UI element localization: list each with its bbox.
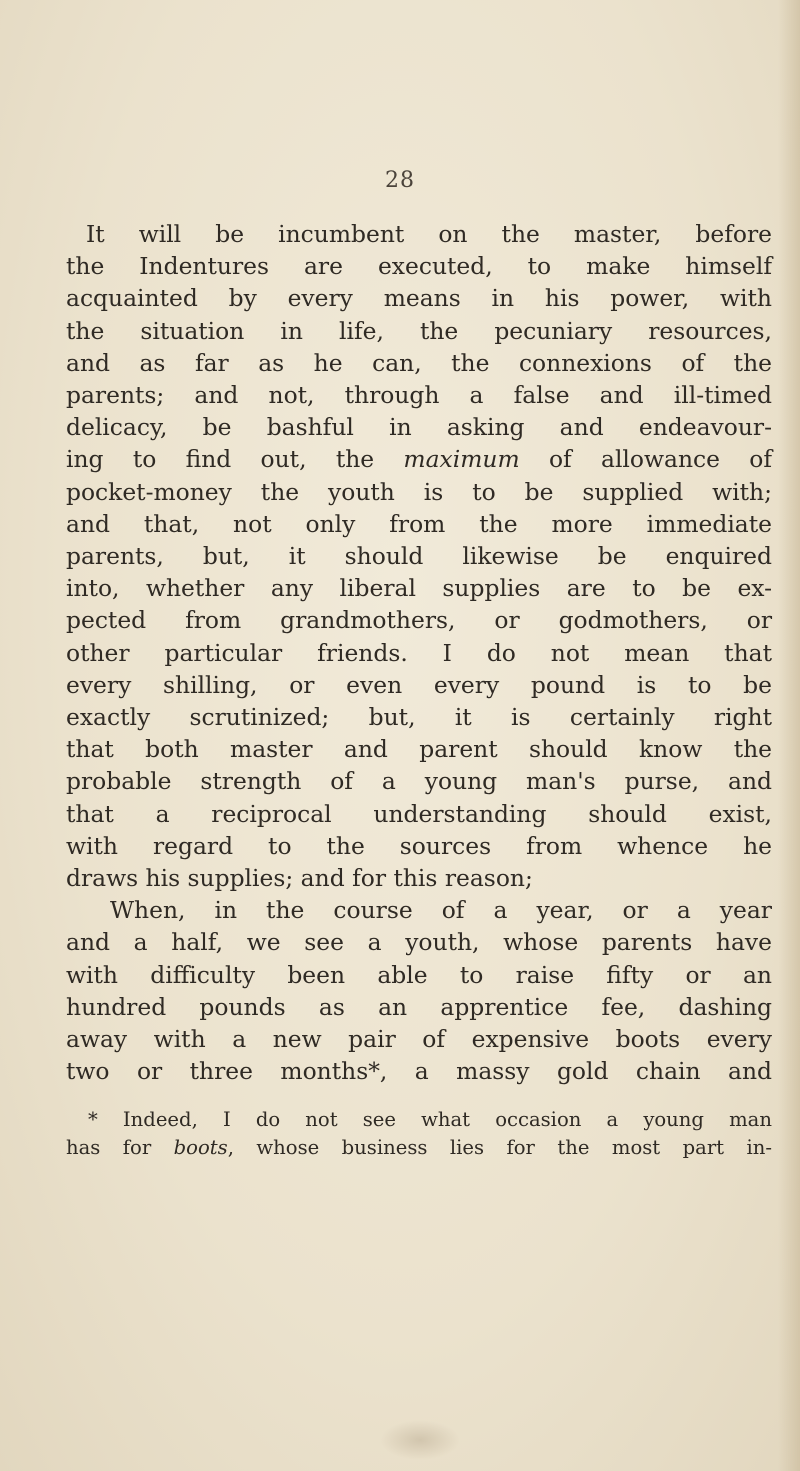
text-line: hundred pounds as an apprentice fee, dashing [66, 992, 772, 1021]
text-line: It will be incumbent on the master, before [86, 220, 772, 248]
footnote-line: has for boots, whose business lies for the most part in- [66, 1136, 772, 1159]
text-line: two or three months*, a massy gold chain and [66, 1057, 772, 1086]
text-line: pocket-money the youth is to be supplied with; [66, 477, 772, 506]
text-line: parents; and not, through a false and ill-timed [66, 381, 772, 410]
text-line: and that, not only from the more immediate [66, 509, 772, 538]
text-line: the situation in life, the pecuniary resources, [66, 316, 772, 345]
page-number: 28 [385, 168, 415, 193]
body-text [66, 218, 772, 1087]
text-line: with regard to the sources from whence he [66, 831, 772, 860]
footnote [66, 1106, 772, 1162]
italic-word: boots [173, 1136, 228, 1159]
text-line: every shilling, or even every pound is to be [66, 670, 772, 699]
text-line [66, 443, 772, 475]
text-line: When, in the course of a year, or a year [110, 896, 772, 925]
text-line: and as far as he can, the connexions of the [66, 348, 772, 377]
text-line: that a reciprocal understanding should exist, [66, 799, 772, 828]
text-line: the Indentures are executed, to make himself [66, 252, 772, 281]
text-line: delicacy, be bashful in asking and endeavour- [66, 413, 772, 442]
text-line: exactly scrutinized; but, it is certainly right [66, 703, 772, 732]
paper-smudge [380, 1420, 460, 1460]
text-line: parents, but, it should likewise be enquired [66, 542, 772, 571]
text-line: draws his supplies; and for this reason; [66, 864, 533, 893]
text-line: probable strength of a young man's purse, and [66, 767, 772, 796]
footnote-line: * Indeed, I do not see what occasion a young man [88, 1108, 772, 1131]
text-line: and a half, we see a youth, whose parents have [66, 928, 772, 957]
text-line: other particular friends. I do not mean that [66, 638, 772, 667]
text-segment: ing to find out, the maximum of allowance of [66, 445, 772, 474]
italic-word: maximum [403, 445, 520, 474]
text-line: into, whether any liberal supplies are to be ex- [66, 574, 772, 603]
text-line: acquainted by every means in his power, with [66, 284, 772, 313]
text-line: pected from grandmothers, or godmothers, or [66, 606, 772, 635]
page-edge-shadow [778, 0, 800, 1471]
text-line: with difficulty been able to raise fifty or an [66, 960, 772, 989]
text-line: that both master and parent should know the [66, 735, 772, 764]
text-line: away with a new pair of expensive boots every [66, 1025, 772, 1054]
